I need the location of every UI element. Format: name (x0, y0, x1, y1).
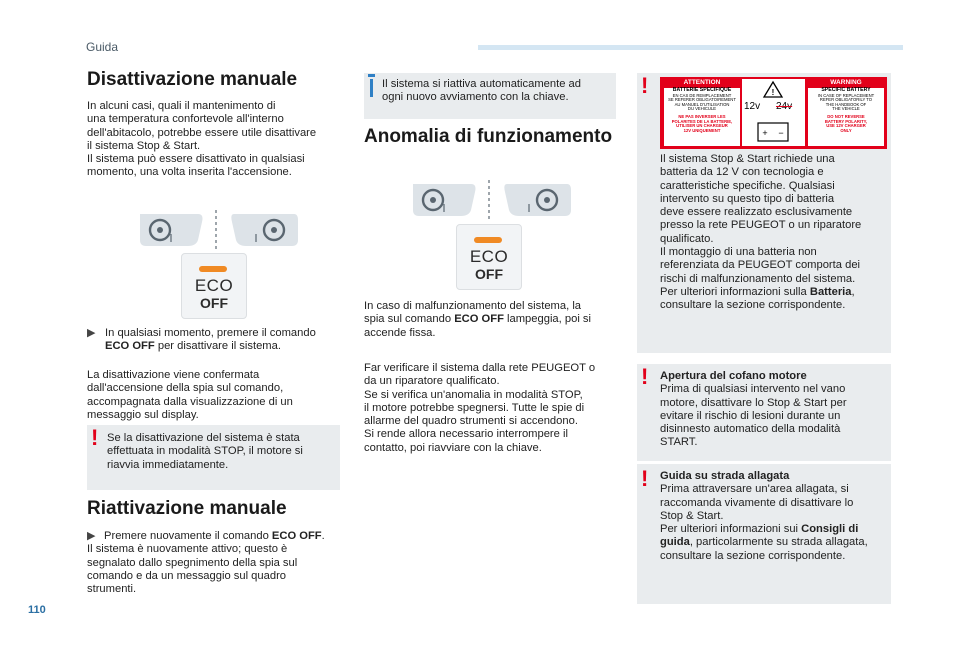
warning-icon-4: ! (641, 466, 649, 491)
react-post: . (321, 530, 325, 542)
section-label: Guida (86, 40, 119, 54)
malfunction-paragraph (364, 300, 619, 340)
step-bold: ECO OFF (105, 340, 155, 353)
battery-warning-icon (742, 79, 805, 146)
page-number: 110 (28, 604, 46, 616)
step-instruction (105, 327, 350, 354)
voltage-12v: 12v (744, 101, 761, 112)
svg-text:!: ! (771, 88, 775, 97)
flood-post: , particolarmente su strada allagata, consultare la sezione corrispondente. (660, 536, 868, 562)
battery-text-post: , consultare la sezione corrispondente. (660, 285, 855, 312)
info-text: Il sistema si riattiva automaticamente ad ogni nuovo avviamento con la chiave. (382, 78, 581, 104)
warning-note-flood (637, 464, 891, 604)
bullet-mark: ▶ (87, 327, 96, 339)
eco-led (199, 266, 227, 272)
title-manual-reactivation: Riattivazione manuale (87, 498, 287, 519)
hood-note (660, 370, 888, 450)
repair-paragraph: Far verificare il sistema dalla rete PEUGEOT o da un riparatore qualificato. Se si verifica un'anomalia in modalità STOP, il motore potrebbe spegnersi. Tutte le spie di allarme del quadro strumenti si accendono. Si rende allora necessario interrompere il contatto, poi riavviare con la chiave. (364, 362, 596, 454)
flood-body: Prima attraversare un'area allagata, si raccomanda vivamente di disattivare lo Stop & Start. Per ulteriori informazioni sui (660, 483, 854, 536)
battery-icon-panel (742, 79, 805, 146)
warning-icon-3: ! (641, 364, 649, 389)
battery-en-body: IN CASE OF REPLACEMENT REFER OBLIGATORILY TO THE HANDBOOK OF THE VEHICLE (817, 92, 875, 112)
battery-fr-panel (664, 88, 740, 146)
battery-text-pre: Il sistema Stop & Start richiede una batteria da 12 V con tecnologia e caratteristiche specifiche. Qualsiasi intervento su questo tipo di batteria deve essere realizzato esclusivamente presso la rete PEUGEOT o un riparatore qualificato. Il montaggio di una batteria non referenziata da PEUGEOT comporta dei rischi di malfunzionamento del sistema. Per ulteriori informazioni sulla (660, 153, 862, 298)
header-rule (478, 45, 903, 50)
warning-note-restart (87, 425, 340, 490)
warning-note-battery (637, 73, 891, 353)
flood-note (660, 470, 888, 563)
warning-note-hood (637, 364, 891, 461)
step-text: In qualsiasi momento, premere il comando (105, 327, 316, 339)
warning-icon: ! (91, 425, 99, 450)
info-icon (370, 79, 373, 97)
battery-fr-body: EN CAS DE REMPLACEMENT SE REFERER OBLIGATOIREMENT AU MANUEL D'UTILISATION DU VEHICULE (668, 92, 736, 112)
react-bold: ECO OFF (271, 530, 322, 542)
flood-bold: Consigli di guida (660, 523, 859, 549)
hood-body: Prima di qualsiasi intervento nel vano motore, disattivare lo Stop & Start per evitare il rischio di lesioni durante un disinnesto automatico della modalità START. (660, 383, 847, 449)
bullet-mark-2: ▶ (87, 530, 96, 542)
confirm-paragraph: La disattivazione viene confermata dall'accensione della spia sul comando, accompagnata dalla visualizzazione di un messaggio sul display. (87, 369, 293, 421)
battery-en-title: SPECIFIC BATTERY (821, 87, 871, 93)
p1-bold: ECO OFF (454, 313, 504, 326)
off-label-2: OFF (475, 266, 503, 282)
p1-pre: In caso di malfunzionamento del sistema, la spia sul comando (364, 300, 582, 326)
off-label: OFF (200, 295, 228, 311)
warning-icon-2: ! (641, 73, 649, 98)
reactivation-paragraph (87, 530, 349, 596)
p1-post: lampeggia, poi si accende fissa. (364, 313, 591, 339)
svg-text:−: − (778, 128, 784, 138)
battery-text-bold: Batteria (809, 285, 852, 298)
title-manual-deactivation: Disattivazione manuale (87, 69, 298, 90)
warning-text: Se la disattivazione del sistema è stata effettuata in modalità STOP, il motore si riavvia immediatamente. (107, 432, 303, 471)
attention-label: ATTENTION (683, 79, 721, 86)
step-post: per disattivare il sistema. (154, 340, 281, 353)
battery-en-warn: DO NOT REVERSE BATTERY POLARITY, USE 12V CHARGER ONLY (824, 113, 868, 133)
eco-off-button (181, 253, 247, 319)
eco-led-2 (474, 237, 502, 243)
battery-fr-warn: NE PAS INVERSER LES POLARITES DE LA BATTERIE, UTILISER UN CHARGEUR 12V UNIQUEMENT (671, 113, 733, 133)
info-note-auto-reactivation (364, 73, 616, 119)
dashboard-wheels-icon (138, 208, 298, 250)
flood-title: Guida su strada allagata (660, 470, 790, 482)
voltage-24v: 24v (776, 101, 793, 112)
dashboard-wheels-icon-2 (411, 178, 571, 220)
battery-fr-title: BATTERIE SPECIFIQUE (672, 87, 732, 93)
react-pre: Premere nuovamente il comando (104, 530, 272, 542)
warning-label: WARNING (830, 79, 862, 86)
intro-paragraph: In alcuni casi, quali il mantenimento di una temperatura confortevole all'interno dell'abitacolo, potrebbe essere utile disattivare il sistema Stop & Start. Il sistema può essere disattivato in qualsiasi momento, una volta inserita l'accensione. (87, 100, 317, 179)
react-body: Il sistema è nuovamente attivo; questo è segnalato dallo spegnimento della spia sul comando e da un messaggio sul quadro strumenti. (87, 543, 298, 596)
eco-label: ECO (194, 276, 234, 295)
battery-en-panel (808, 88, 884, 146)
title-malfunction: Anomalia di funzionamento (364, 126, 613, 147)
eco-off-button-2 (456, 224, 522, 290)
svg-text:+: + (762, 128, 768, 138)
battery-text (660, 153, 888, 313)
eco-label-2: ECO (469, 247, 509, 266)
battery-label-image (660, 77, 887, 149)
hood-title: Apertura del cofano motore (660, 370, 807, 382)
